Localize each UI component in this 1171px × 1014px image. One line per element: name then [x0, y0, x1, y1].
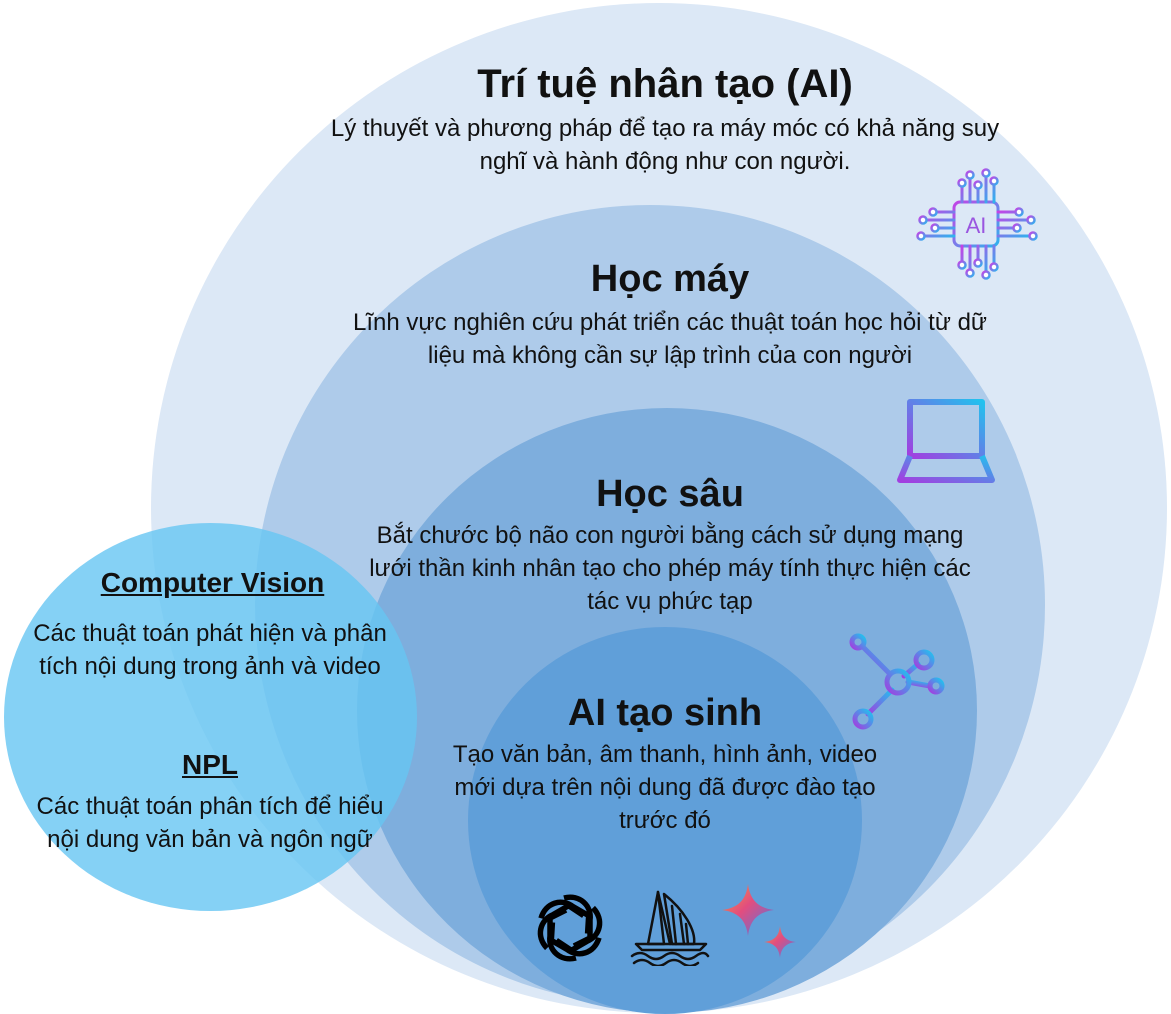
openai-logo-icon	[530, 888, 610, 968]
npl-description: Các thuật toán phân tích để hiểu nội dung văn bản và ngôn ngữ	[36, 793, 384, 853]
network-nodes-icon	[846, 632, 946, 732]
machine-learning-description: Lĩnh vực nghiên cứu phát triển các thuật toán học hỏi từ dữ liệu mà không cần sự lập trình của con người	[353, 309, 987, 369]
npl-title: NPL	[182, 749, 238, 780]
gemini-sparkle-icon	[720, 882, 800, 962]
machine-learning-title: Học máy	[590, 258, 750, 300]
deep-learning-description: Bắt chước bộ não con người bằng cách sử dụng mạng lưới thần kinh nhân tạo cho phép máy tính thực hiện các tác vụ phức tạp	[369, 522, 971, 615]
midjourney-sailboat-icon	[624, 886, 710, 966]
ai-title: Trí tuệ nhân tạo (AI)	[477, 62, 853, 106]
ai-description: Lý thuyết và phương pháp để tạo ra máy móc có khả năng suy nghĩ và hành động như con người.	[330, 115, 1000, 175]
generative-ai-description: Tạo văn bản, âm thanh, hình ảnh, video mới dựa trên nội dung đã được đào tạo trước đó	[452, 741, 878, 834]
computer-vision-description: Các thuật toán phát hiện và phân tích nội dung trong ảnh và video	[33, 620, 387, 680]
ai-chip-label: AI	[965, 213, 987, 238]
generative-ai-title: AI tạo sinh	[567, 692, 763, 734]
computer-vision-title: Computer Vision	[100, 567, 325, 598]
deep-learning-title: Học sâu	[596, 473, 744, 515]
ai-chip-icon	[912, 164, 1040, 286]
laptop-icon	[896, 396, 996, 488]
